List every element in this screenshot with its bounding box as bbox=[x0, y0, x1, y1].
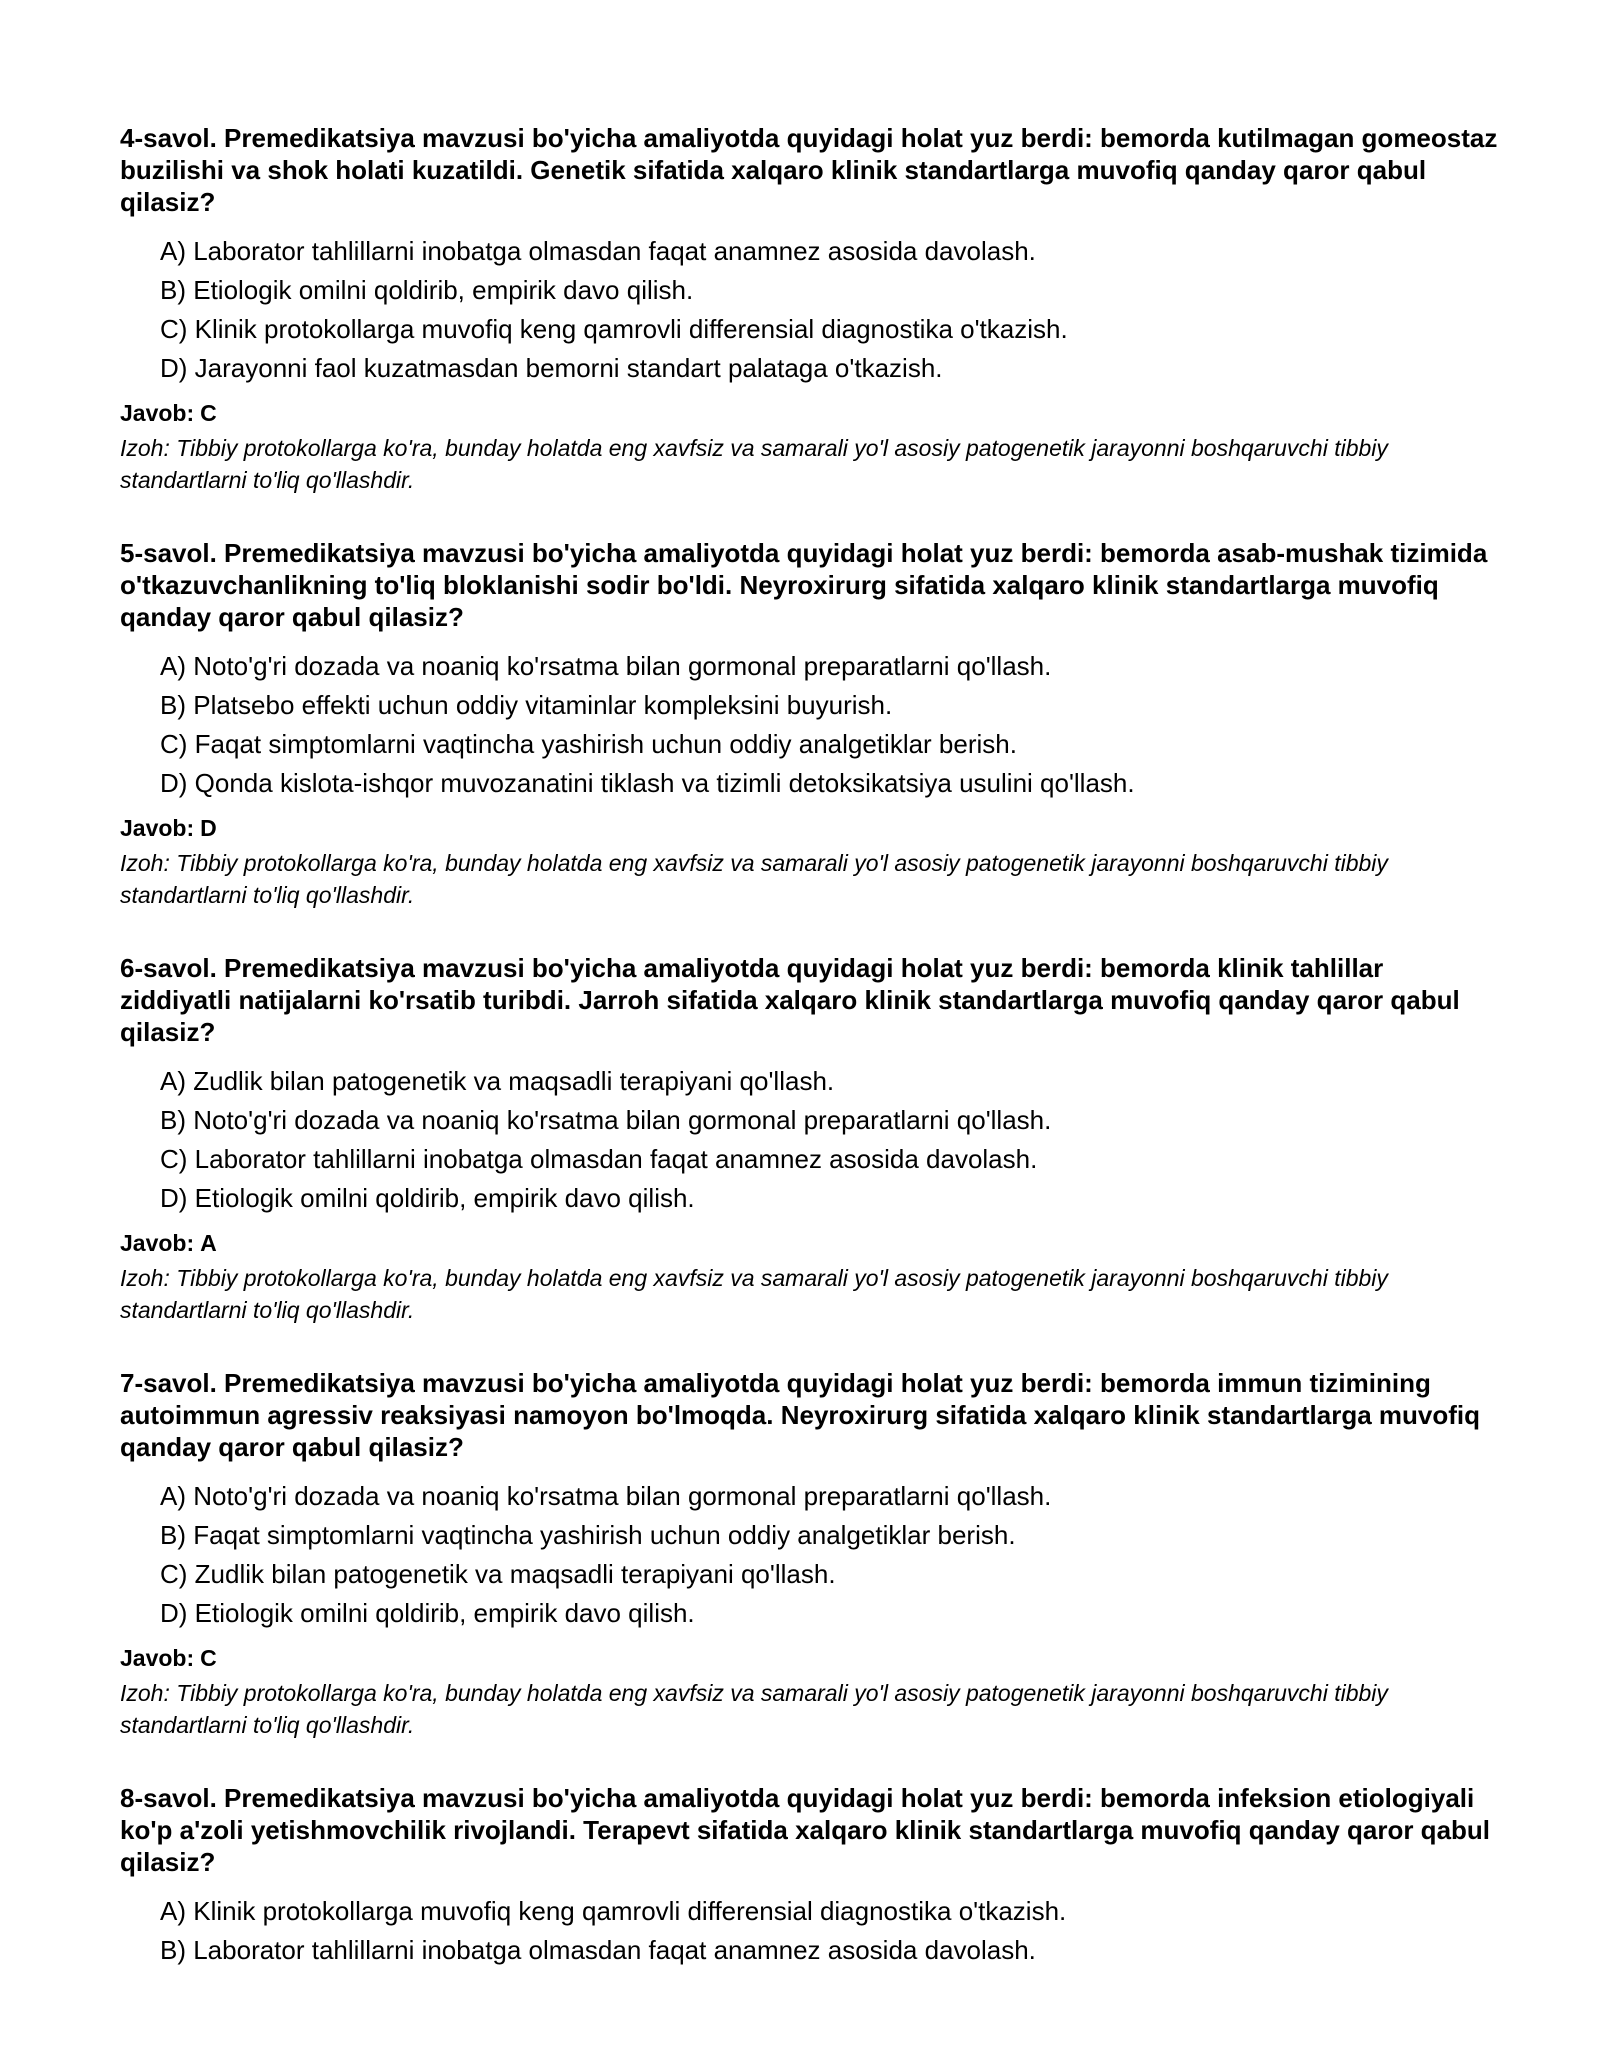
option-list bbox=[120, 647, 1500, 803]
answer-label: Javob: bbox=[120, 815, 195, 841]
answer bbox=[120, 1643, 1500, 1673]
option-a: A) Klinik protokollarga muvofiq keng qamrovli differensial diagnostika o'tkazish. bbox=[160, 1896, 1067, 1926]
question-6 bbox=[120, 952, 1500, 1326]
option-d: D) Jarayonni faol kuzatmasdan bemorni standart palataga o'tkazish. bbox=[160, 353, 943, 383]
answer bbox=[120, 1228, 1500, 1258]
answer-value: C bbox=[200, 1645, 217, 1671]
question-7 bbox=[120, 1367, 1500, 1741]
question-title: 6-savol. Premedikatsiya mavzusi bo'yicha amaliyotda quyidagi holat yuz berdi: bemorda klinik tahlillar ziddiyatli natijalarni ko'rsatib turibdi. Jarroh sifatida xalqaro klinik standartlarga muvofiq qanday qaror qabul qilasiz? bbox=[120, 953, 1460, 1047]
option-d: D) Etiologik omilni qoldirib, empirik davo qilish. bbox=[160, 1598, 695, 1628]
option-b: B) Platsebo effekti uchun oddiy vitaminlar kompleksini buyurish. bbox=[160, 690, 893, 720]
option-a: A) Noto'g'ri dozada va noaniq ko'rsatma bilan gormonal preparatlarni qo'llash. bbox=[160, 651, 1052, 681]
explanation: Izoh: Tibbiy protokollarga ko'ra, bunday holatda eng xavfsiz va samarali yo'l asosiy patogenetik jarayonni boshqaruvchi tibbiy standartlarni to'liq qo'llashdir. bbox=[120, 1265, 1388, 1323]
document-page bbox=[120, 122, 1500, 2011]
option-b: B) Etiologik omilni qoldirib, empirik davo qilish. bbox=[160, 275, 694, 305]
option-b: B) Noto'g'ri dozada va noaniq ko'rsatma bilan gormonal preparatlarni qo'llash. bbox=[160, 1105, 1052, 1135]
question-title: 7-savol. Premedikatsiya mavzusi bo'yicha amaliyotda quyidagi holat yuz berdi: bemorda immun tizimining autoimmun agressiv reaksiyasi namoyon bo'lmoqda. Neyroxirurg sifatida xalqaro klinik standartlarga muvofiq qanday qaror qabul qilasiz? bbox=[120, 1368, 1481, 1462]
explanation: Izoh: Tibbiy protokollarga ko'ra, bunday holatda eng xavfsiz va samarali yo'l asosiy patogenetik jarayonni boshqaruvchi tibbiy standartlarni to'liq qo'llashdir. bbox=[120, 850, 1388, 908]
answer-value: C bbox=[200, 400, 217, 426]
explanation: Izoh: Tibbiy protokollarga ko'ra, bunday holatda eng xavfsiz va samarali yo'l asosiy patogenetik jarayonni boshqaruvchi tibbiy standartlarni to'liq qo'llashdir. bbox=[120, 1680, 1388, 1738]
option-d: D) Qonda kislota-ishqor muvozanatini tiklash va tizimli detoksikatsiya usulini qo'llash. bbox=[160, 768, 1135, 798]
option-a: A) Zudlik bilan patogenetik va maqsadli terapiyani qo'llash. bbox=[160, 1066, 835, 1096]
explanation: Izoh: Tibbiy protokollarga ko'ra, bunday holatda eng xavfsiz va samarali yo'l asosiy patogenetik jarayonni boshqaruvchi tibbiy standartlarni to'liq qo'llashdir. bbox=[120, 435, 1388, 493]
question-4 bbox=[120, 122, 1500, 496]
answer-value: D bbox=[200, 815, 217, 841]
option-b: B) Faqat simptomlarni vaqtincha yashirish uchun oddiy analgetiklar berish. bbox=[160, 1520, 1016, 1550]
answer-label: Javob: bbox=[120, 400, 195, 426]
option-list bbox=[120, 1062, 1500, 1218]
option-list bbox=[120, 1477, 1500, 1633]
question-title: 4-savol. Premedikatsiya mavzusi bo'yicha amaliyotda quyidagi holat yuz berdi: bemorda kutilmagan gomeostaz buzilishi va shok holati kuzatildi. Genetik sifatida xalqaro klinik standartlarga muvofiq qanday qaror qabul qilasiz? bbox=[120, 123, 1498, 217]
question-title: 5-savol. Premedikatsiya mavzusi bo'yicha amaliyotda quyidagi holat yuz berdi: bemorda asab-mushak tizimida o'tkazuvchanlikning to'liq bloklanishi sodir bo'ldi. Neyroxirurg sifatida xalqaro klinik standartlarga muvofiq qanday qaror qabul qilasiz? bbox=[120, 538, 1488, 632]
option-c: C) Zudlik bilan patogenetik va maqsadli terapiyani qo'llash. bbox=[160, 1559, 836, 1589]
answer-value: A bbox=[200, 1230, 217, 1256]
answer bbox=[120, 398, 1500, 428]
answer-label: Javob: bbox=[120, 1645, 195, 1671]
option-d: D) Etiologik omilni qoldirib, empirik davo qilish. bbox=[160, 1183, 695, 1213]
answer bbox=[120, 813, 1500, 843]
option-c: C) Laborator tahlillarni inobatga olmasdan faqat anamnez asosida davolash. bbox=[160, 1144, 1038, 1174]
answer-label: Javob: bbox=[120, 1230, 195, 1256]
option-c: C) Faqat simptomlarni vaqtincha yashirish uchun oddiy analgetiklar berish. bbox=[160, 729, 1017, 759]
question-title: 8-savol. Premedikatsiya mavzusi bo'yicha amaliyotda quyidagi holat yuz berdi: bemorda infeksion etiologiyali ko'p a'zoli yetishmovchilik rivojlandi. Terapevt sifatida xalqaro klinik standartlarga muvofiq qanday qaror qabul qilasiz? bbox=[120, 1783, 1491, 1877]
option-list bbox=[120, 232, 1500, 388]
option-b: B) Laborator tahlillarni inobatga olmasdan faqat anamnez asosida davolash. bbox=[160, 1935, 1036, 1965]
option-a: A) Laborator tahlillarni inobatga olmasdan faqat anamnez asosida davolash. bbox=[160, 236, 1036, 266]
option-a: A) Noto'g'ri dozada va noaniq ko'rsatma bilan gormonal preparatlarni qo'llash. bbox=[160, 1481, 1052, 1511]
option-list bbox=[120, 1892, 1500, 1970]
option-c: C) Klinik protokollarga muvofiq keng qamrovli differensial diagnostika o'tkazish. bbox=[160, 314, 1068, 344]
question-8 bbox=[120, 1782, 1500, 1970]
question-5 bbox=[120, 537, 1500, 911]
